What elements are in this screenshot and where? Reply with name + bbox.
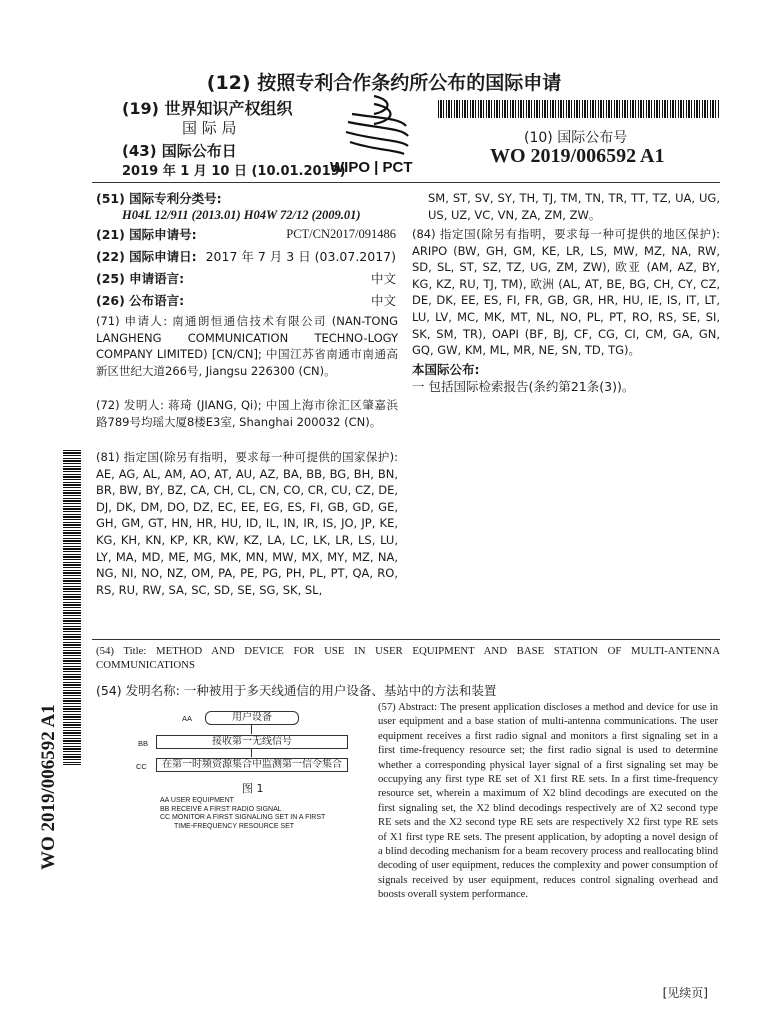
published-label: 本国际公布: bbox=[412, 362, 480, 377]
title-chinese: (54) 发明名称: 一种被用于多天线通信的用户设备、基站中的方法和装置 bbox=[96, 683, 497, 698]
field-51-label: (51) 国际专利分类号: bbox=[96, 191, 222, 206]
field-84-regional-states: (84) 指定国(除另有指明，要求每一种可提供的地区保护): ARIPO (BW, GH, GM, KE, LR, LS, MW, MZ, NA, RW, SD, SL, ST, SZ, TZ, UG, ZM, ZW), 欧亚 (AM, AZ, BY, KG, KZ, RU, TJ, TM), 欧洲 (AL, AT, BE, BG, CH, CY, CZ, DE, DK, EE, ES, FI, FR, GB, GR, HR, HU, IE, IS, IT, LT, LU, LV, MC, MK, MT, NL, NO, PL, PT, RO, RS, SE, SI, SK, SM, TR), OAPI (BF, BJ, CF, CG, CI, CM, GA, GN, GQ, GW, KM, ML, MR, NE, SN, TD, TG)。 bbox=[412, 227, 720, 358]
field-25 bbox=[96, 270, 396, 287]
field-72-inventor: (72) 发明人: 蒋琦 (JIANG, Qi); 中国上海市徐汇区肇嘉浜路789号均瑶大厦8楼E3室, Shanghai 200032 (CN)。 bbox=[96, 398, 398, 429]
figure-legend bbox=[160, 797, 325, 831]
publication-date-label: (43) 国际公布日 bbox=[122, 142, 237, 160]
figure-label-bb: BB bbox=[138, 739, 149, 748]
field-25-label: (25) 申请语言: bbox=[96, 271, 185, 286]
published-section bbox=[412, 361, 720, 395]
field-22-value: 2017 年 7 月 3 日 (03.07.2017) bbox=[205, 249, 396, 264]
field-81-continued: SM, ST, SV, SY, TH, TJ, TM, TN, TR, TT, TZ, UA, UG, US, UZ, VC, VN, ZA, ZM, ZW。 bbox=[428, 191, 720, 222]
wipo-logo bbox=[330, 88, 440, 178]
organization-bureau: 国 际 局 bbox=[182, 119, 237, 137]
field-81-designated-states: (81) 指定国(除另有指明，要求每一种可提供的国家保护): AE, AG, AL, AM, AO, AT, AU, AZ, BA, BB, BG, BH, BN, BR, BW, BY, BZ, CA, CH, CL, CN, CO, CR, CU, CZ, DE, DJ, DK, DM, DO, DZ, EC, EE, EG, ES, FI, GB, GD, GE, GH, GM, GT, HN, HR, HU, ID, IL, IN, IR, IS, JO, JP, KE, KG, KH, KN, KP, KR, KW, KZ, LA, LC, LK, LR, LS, LU, LY, MA, MD, ME, MG, MK, MN, MW, MX, MY, MZ, NA, NG, NI, NO, NZ, OM, PA, PE, PG, PH, PL, PT, QA, RO, RS, RU, RW, SA, SC, SD, SE, SG, SK, SL, bbox=[96, 450, 398, 597]
legend-line: AA USER EQUIPMENT bbox=[160, 797, 234, 804]
field-26-label: (26) 公布语言: bbox=[96, 293, 185, 308]
field-26 bbox=[96, 292, 396, 309]
field-71-applicant: (71) 申请人: 南通朗恒通信技术有限公司 (NAN-TONG LANGHENG COMMUNICATION TECHNO-LOGY COMPANY LIMITED) [CN/CN]; 中国江苏省南通市南通高新区世纪大道266号, Jiangsu 226300 (CN)。 bbox=[96, 314, 398, 378]
publication-number: WO 2019/006592 A1 bbox=[490, 145, 665, 167]
field-26-value: 中文 bbox=[370, 293, 396, 308]
legend-line: TIME-FREQUENCY RESOURCE SET bbox=[174, 822, 295, 830]
figure-box-monitor-signaling: 在第一时频资源集合中监测第一信令集合 bbox=[156, 758, 348, 772]
field-22-label: (22) 国际申请日: bbox=[96, 249, 197, 264]
organization-name: (19) 世界知识产权组织 bbox=[122, 99, 293, 118]
side-barcode bbox=[63, 450, 81, 765]
legend-line: BB RECEIVE A FIRST RADIO SIGNAL bbox=[160, 805, 282, 813]
figure-caption: 图 1 bbox=[242, 782, 264, 795]
field-21-label: (21) 国际申请号: bbox=[96, 227, 197, 242]
published-value: 一 包括国际检索报告(条约第21条(3))。 bbox=[412, 379, 635, 394]
field-21-value: PCT/CN2017/091486 bbox=[286, 227, 396, 241]
field-25-value: 中文 bbox=[370, 271, 396, 286]
divider bbox=[92, 639, 720, 640]
field-22 bbox=[96, 248, 396, 265]
figure-box-user-equipment: 用户设备 bbox=[205, 711, 299, 725]
divider bbox=[92, 182, 720, 183]
figure-box-receive-signal: 接收第一无线信号 bbox=[156, 735, 348, 749]
legend-line: CC MONITOR A FIRST SIGNALING SET IN A FIRST bbox=[160, 814, 326, 822]
publication-number-label: (10) 国际公布号 bbox=[524, 130, 628, 146]
side-publication-number: WO 2019/006592 A1 bbox=[38, 704, 59, 870]
figure-label-aa: AA bbox=[182, 714, 193, 723]
figure-arrow bbox=[251, 748, 252, 757]
field-51-value: H04L 12/911 (2013.01) H04W 72/12 (2009.01) bbox=[122, 208, 361, 222]
field-21 bbox=[96, 226, 396, 243]
title-english: (54) Title: METHOD AND DEVICE FOR USE IN USER EQUIPMENT AND BASE STATION OF MULTI-ANTENNA COMMUNICATIONS bbox=[96, 645, 720, 671]
field-51 bbox=[96, 190, 406, 224]
abstract: (57) Abstract: The present application discloses a method and device for use in user equipment and a base station of multi-antenna communications. The user equipment receives a first radio signal and monitors a first signaling set in a first time-frequency resource set; the first radio signal is used to determine whether a corresponding physical layer signal of a first signaling set may be occupying any first type RE set of X1 first RE sets. In a first time-frequency resource set, wherein a maximum of X2 blind decodings are executed on the first signaling set, the X2 blind decodings respectively are of X2 second type RE sets and the X2 second type RE sets are respectively X2 first type RE sets of X1 first type RE sets. The present application, by adopting a novel design of a blind decoding mechanism for a beam recovery process and reallocating blind decoding of user equipment, reduces the complexity and power consumption of signals received by user equipment, reduces control signaling overhead and boosts overall system performance. bbox=[378, 702, 718, 901]
figure-arrow bbox=[251, 724, 252, 734]
barcode bbox=[438, 100, 720, 118]
wipo-logo-text: WIPO | PCT bbox=[330, 159, 413, 176]
continued-note: [见续页] bbox=[662, 986, 708, 1000]
publication-date: 2019 年 1 月 10 日 (10.01.2019) bbox=[122, 164, 346, 179]
document-title: (12) 按照专利合作条约所公布的国际申请 bbox=[206, 72, 562, 94]
figure-label-cc: CC bbox=[136, 762, 147, 771]
